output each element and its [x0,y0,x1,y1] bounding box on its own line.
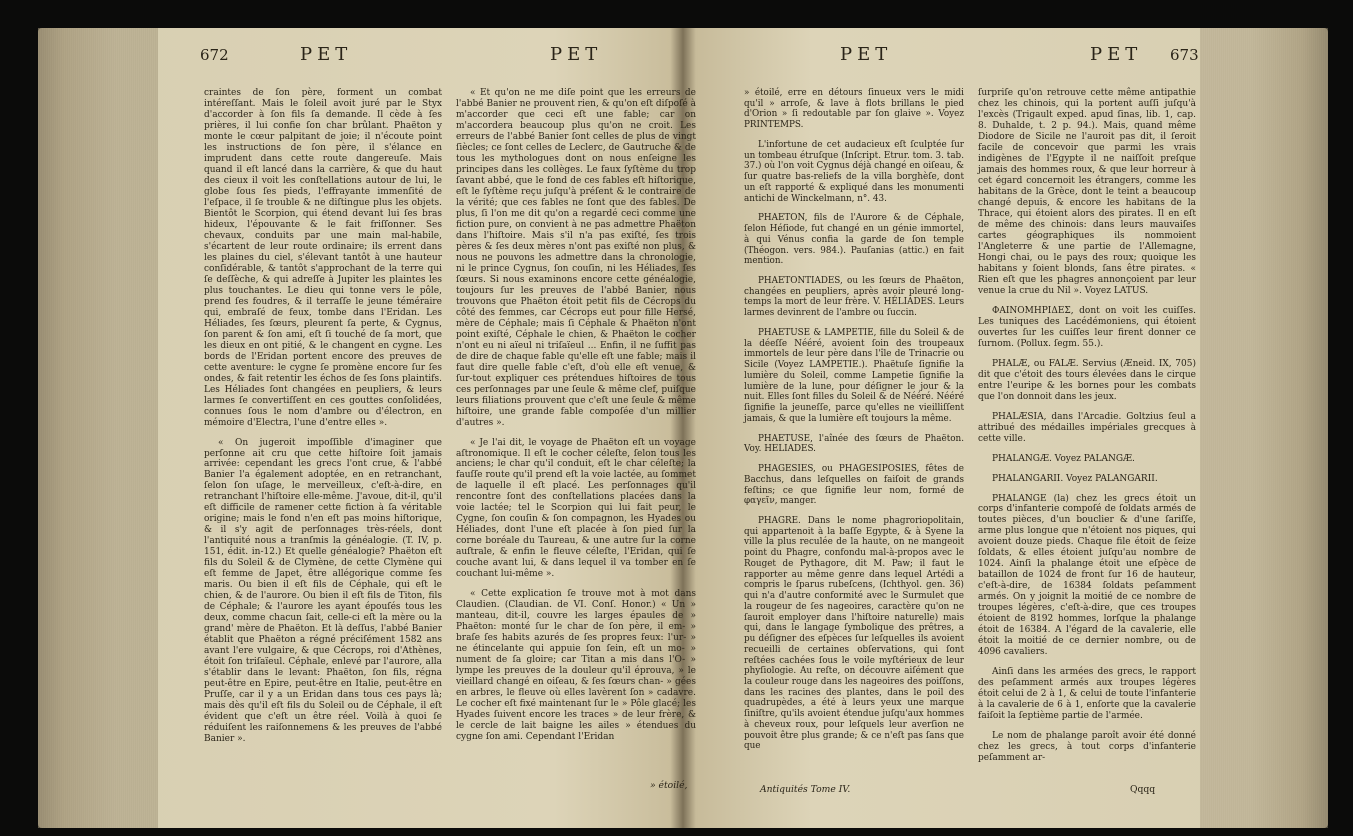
paragraph: PHALANGARII. Voyez PALANGARII. [992,473,1158,484]
left-column-a [204,88,442,754]
paragraph: « Je l'ai dit, le voyage de Phaëton eſt un voyage aſtronomique. Il eſt le cocher céleſte, ſelon tous les anciens; le char qu'il conduit, eſt le char céleſte; la fauſſe route qu'il prend eſt la voie lactée, au ſommet de laquelle il eſt placé. Les perſonnages qu'il rencontre ſont des conſtellations placées dans la voie lactée; tel le Scorpion qui lui fait peur, le Cygne, ſon couſin & ſon compagnon, les Hyades ou Héliades, dont l'une eſt placée à ſon pied ſur la corne boréale du Taureau, & une autre ſur la corne auſtrale, & enfin le fleuve céleſte, l'Eridan, qui ſe couche avant lui, & dans lequel il va tomber en ſe couchant lui-même ». [456,437,696,580]
paragraph: craintes de ſon père, forment un combat intéreſſant. Mais le ſoleil avoit juré par le Styx d'accorder à ſon fils ſa demande. Il cède à ſes prières, il lui confie ſon char brûlant. Phaëton y monte le cœur palpitant de joie; il n'écoute point les instructions de ſon père, il s'élance en imprudent dans cette route dangereuſe. Mais quand il eſt lancé dans la carrière, & que du haut des cieux il voit les conſtellations autour de lui, le globe ſous ſes pieds, l'effrayante immenſité de l'eſpace, il ſe trouble & ne diſtingue plus les objets. Bientôt le Scorpion, qui étend devant lui ſes bras hideux, l'épouvante & le fait friſſonner. Ses chevaux, conduits par une main mal-habile, s'écartent de leur route ordinaire; ils errent dans les plaines du ciel, s'élevant tantôt à une hauteur conſidérable, & tantôt s'approchant de la terre qui ſe deſſèche, & qui adreſſe à Jupiter les plaintes les plus touchantes. Le dieu qui tonne vers le pôle, prend ſes foudres, & il terraſſe le jeune téméraire qui, embraſé de feux, tombe dans l'Eridan. Les Héliades, ſes ſœurs, pleurent ſa perte, & Cygnus, ſon parent & ſon ami, eſt ſi touché de ſa mort, que les dieux en ont pitié, & le changent en cygne. Les bords de l'Eridan portent encore des preuves de cette aventure: le cygne ſe promène encore ſur ſes ondes, & fait retentir les échos de ſes ſons plaintifs. Les Héliades ſont changées en peupliers, & leurs larmes ſe convertiſſent en ces gouttes conſolidées, connues ſous le nom d'ambre ou d'électron, en mémoire d'Electra, l'une d'entre elles ». [204,88,442,428]
paragraph: « On jugeroit impoſſible d'imaginer que perſonne ait cru que cette hiſtoire ſoit jamais arrivée: cependant les grecs l'ont crue, & l'abbé Banier l'a également adoptée, en en retranchant, ſelon ſon uſage, le merveilleux, c'eſt-à-dire, en retranchant l'hiſtoire elle-même. J'avoue, dit-il, qu'il eſt difficile de ramener cette fiction à ſa véritable origine; mais le fond n'en eſt pas moins hiſtorique, & il s'y agit de perſonnages très-réels, dont l'antiquité nous a tranſmis la généalogie. (T. IV, p. 151, édit. in-12.) Et quelle généalogie? Phaëton eſt fils du Soleil & de Clymène, de cette Clymène qui eſt femme de Japet, être allégorique comme ſes maris. Ou bien il eſt fils de Céphale, qui eſt le chien, & de l'aurore. Ou bien il eſt fils de Titon, fils de Céphale; & l'aurore les ayant épouſés tous les deux, comme chacun ſait, celle-ci eſt la mère ou la grand' mère de Phaëton. Et là deſſus, l'abbé Banier établit que Phaëton a régné préciſément 1582 ans avant l'ere vulgaire, & que Cécrops, roi d'Athènes, étoit ſon triſaïeul. Céphale, enlevé par l'aurore, alla s'établir dans le levant: Phaëton, ſon fils, régna peut-être en Epire, peut-être en Italie, peut-être en Pruſſe, car il y a un Eridan dans tous ces pays là; mais dès qu'il eſt fils du Soleil ou de Céphale, il eſt évident que c'eſt un être réel. Voilà à quoi ſe réduiſent les raiſonnemens & les preuves de l'abbé Banier ». [204,437,442,745]
paragraph: PHALÆSIA, dans l'Arcadie. Goltzius ſeul a attribué des médailles impériales grecques à cette ville. [978,411,1196,444]
paragraph: ſurpriſe qu'on retrouve cette même antipathie chez les chinois, qui la portent auſſi juſqu'à l'excès (Trigault exped. apud ſinas, lib. 1, cap. 8. Duhalde, t. 2 p. 94.). Mais, quand même Diodore de Sicile ne l'auroit pas dit, il ſeroit facile de concevoir que parmi les vrais indigènes de l'Egypte il ne naiſſoit preſque jamais des hommes roux, & que leur horreur à cet égard concernoit les étrangers, comme les habitans de la Grèce, dont le teint a beaucoup changé depuis, & encore les habitans de la Thrace, qui étoient alors des pirates. Il en eſt de même des chinois: dans leurs mauvaiſes cartes géographiques ils nommoient l'Angleterre & une partie de l'Allemagne, Hongi chai, ou le pays des roux; quoique les habitans y ſoient blonds, ſans être pirates. « Rien eſt que les phagres annonçoient par leur venue la crue du Nil ». Voyez LATUS. [978,88,1196,296]
left-running-head [160,40,700,70]
paragraph: « Et qu'on ne me diſe point que les erreurs de l'abbé Banier ne prouvent rien, & qu'on eſt diſpoſé à m'accorder que ceci eſt une fable; car on m'accordera beaucoup plus qu'on ne croit. Les erreurs de l'abbé Banier ſont celles de plus de vingt ſiècles; ce ſont celles de Leclerc, de Gautruche & de tous les mythologues dont on nous enſeigne les principes dans les collèges. Le faux ſyſtème du trop ſavant abbé, que le fond de ces fables eſt hiſtorique, eſt le ſyſtème reçu juſqu'à préſent & le contraire de la vérité; que ces fables ne ſont que des fables. De plus, ſi l'on me dit qu'on a regardé ceci comme une fiction pure, on convient à ne pas admettre Phaëton dans l'hiſtoire. Mais s'il n'a pas exiſté, ſes trois pères & ſes deux mères n'ont pas exiſté non plus, & nous ne pouvons les admettre dans la chronologie, ni le prince Cygnus, ſon couſin, ni les Héliades, ſes ſœurs. Si nous examinons encore cette généalogie, toujours ſur les preuves de l'abbé Banier, nous trouvons que Phaëton étoit petit fils de Cécrops du côté des femmes, car Cécrops eut pour fille Hersé, mère de Céphale; mais ſi Céphale & Phaëton n'ont point exiſté, Céphale le chien, & Phaëton le cocher n'ont eu ni aïeul ni triſaïeul ... Enfin, il ne ſuffit pas de dire de chaque fable qu'elle eſt une fable; mais il faut dire quelle fable c'eſt, d'où elle eſt venue, & ſur-tout expliquer ces prétendues hiſtoires de tous ces perſonnages par une ſeule & même clef, puiſque leurs filiations prouvent que c'eſt une ſeule & même hiſtoire, une grande fable compoſée d'un millier d'autres ». [456,88,696,428]
header-word: PET [550,44,603,65]
paragraph: PHAGESIES, ou PHAGESIPOSIES, fêtes de Bacchus, dans leſquelles on faiſoit de grands feſtins; ce que ſignifie leur nom, formé de φαγεῖν, manger. [744,464,964,507]
paragraph: L'infortune de cet audacieux eſt ſculptée ſur un tombeau étruſque (Inſcript. Etrur. tom. 3. tab. 37.) où l'on voit Cygnus déjà changé en oiſeau, & ſur quatre bas-reliefs de la villa borghèſe, dont un eſt rapporté & expliqué dans les monumenti antichi de Winckelmann, n°. 43. [744,139,964,204]
paragraph: » étoilé, erre en détours ſinueux vers le midi qu'il » arroſe, & lave à flots brillans le pied d'Orion » ſi redoutable par ſon glaive ». Voyez PRINTEMPS. [744,88,964,131]
paragraph: « Cette explication ſe trouve mot à mot dans Claudien. (Claudian. de VI. Conſ. Honor.) « Un » manteau, dit-il, couvre les larges épaules de » Phaëton: monté ſur le char de ſon père, il em- » braſe ſes habits azurés de ſes propres feux: l'ur- » ne étincelante qui appuie ſon ſein, eſt un mo- » nument de ſa gloire; car Titan a mis dans l'O- » lympe les preuves de la douleur qu'il éprouva, » le vieillard changé en oiſeau, & ſes ſœurs chan- » gées en arbres, le fleuve où elles lavèrent ſon » cadavre. Le cocher eſt fixé maintenant ſur le » Pôle glacé; les Hyades ſuivent encore les traces » de leur frère, & le cercle de lait baigne les ailes » étendues du cygne ſon ami. Cependant l'Eridan [456,589,696,743]
right-column-a [744,88,964,761]
page-number: 672 [200,46,229,64]
right-page-edges [1200,28,1328,828]
header-word: PET [1090,44,1143,65]
paragraph: Ainſi dans les armées des grecs, le rapport des peſamment armés aux troupes légères étoit celui de 2 à 1, & celui de toute l'infanterie à la cavalerie de 6 à 1, enſorte que la cavalerie faiſoit la ſeptième partie de l'armée. [978,667,1196,722]
paragraph: ΦΑΙΝΟΜΗΡΙΔΕΣ, dont on voit les cuiſſes. Les tuniques des Lacédémoniens, qui étoient ouvertes ſur les cuiſſes leur firent donner ce ſurnom. (Pollux. ſegm. 55.). [978,305,1196,349]
signature-mark: Antiquités Tome IV. [760,784,851,795]
header-word: PET [300,44,353,65]
paragraph: PHAETONTIADES, ou les ſœurs de Phaëton, changées en peupliers, après avoir pleuré long-temps la mort de leur frère. V. HÉLIADES. Leurs larmes devinrent de l'ambre ou ſuccin. [744,276,964,319]
left-column-b [456,88,696,752]
paragraph: PHAETUSE & LAMPETIE, fille du Soleil & de la déeſſe Nééré, avoient ſoin des troupeaux immortels de leur père dans l'île de Trinacrie ou Sicile (Voyez LAMPETIE.). Phaëtuſe ſignifie la lumière du Soleil, comme Lampetie ſignifie la lumière de la lune, pour déſigner le jour & la nuit. Elles ſont filles du Soleil & de Nééré. Nééré ſignifie la jeuneſſe, parce qu'elles ne vieilliſſent jamais, & que la lumière eſt toujours la même. [744,327,964,424]
paragraph: PHALANGE (la) chez les grecs étoit un corps d'infanterie compoſé de ſoldats armés de toutes pièces, d'un bouclier & d'une ſariſſe, arme plus longue que n'étoient nos piques, qui avoient douze pieds. Chaque file étoit de ſeize ſoldats, & elles étoient juſqu'au nombre de 1024. Ainſi la phalange étoit une eſpèce de bataillon de 1024 de front ſur 16 de hauteur, c'eſt-à-dire, de 16384 ſoldats peſamment armés. On y joignit la moitié de ce nombre de troupes légères, c'eſt-à-dire, que ces troupes étoient de 8192 hommes, lorſque la phalange étoit de 16384. A l'égard de la cavalerie, elle étoit la moitié de ce dernier nombre, ou de 4096 cavaliers. [978,493,1196,658]
signature-mark: Qqqq [1130,784,1156,795]
paragraph: PHAGRE. Dans le nome phagroriopolitain, qui appartenoit à la baſſe Egypte, & à Syene la ville la plus reculée de la haute, on ne mangeoit point du Phagre, confondu mal-à-propos avec le Rouget de Pythagore, dit M. Paw; il faut le rapporter au même genre dans lequel Artédi a compris le ſparus rubeſcens, (Ichthyol. gen. 36) qui n'a d'autre conformité avec le Surmulet que la rougeur de ſes nageoires, caractère qu'on ne ſauroit employer dans l'hiſtoire naturelle) mais qui, dans le langage ſymbolique des prêtres, a pu déſigner des eſpèces ſur leſquelles ils avoient recueilli de certaines obſervations, qui ſont reſtées cachées ſous le voile myſtérieux de leur phyſiologie. Au reſte, on découvre aiſément que la couleur rouge dans les nageoires des poiſſons, dans les racines des plantes, dans le poil des quadrupèdes, a été à leurs yeux une marque ſiniſtre, qu'ils avoient étendue juſqu'aux hommes à cheveux roux, pour leſquels leur averſion ne pouvoit être plus grande; & ce n'eſt pas ſans que que [744,515,964,752]
paragraph: PHALÆ, ou FALÆ. Servius (Æneid. IX, 705) dit que c'étoit des tours élevées dans le cirque entre l'euripe & les bornes pour les combats que l'on donnoit dans les jeux. [978,358,1196,402]
left-page [160,40,700,820]
header-word: PET [840,44,893,65]
right-column-b [978,88,1196,773]
right-running-head [730,40,1200,70]
right-page [730,40,1200,820]
paragraph: PHAETON, fils de l'Aurore & de Céphale, ſelon Héſiode, fut changé en un génie immortel, à qui Vénus confia la garde de ſon temple (Théogon. vers. 984.). Pauſanias (attic.) en fait mention. [744,213,964,267]
page-number: 673 [1170,46,1199,64]
paragraph: PHALANGÆ. Voyez PALANGÆ. [992,453,1135,464]
catchword: » étoilé, [650,780,688,791]
paragraph: Le nom de phalange paroît avoir été donné chez les grecs, à tout corps d'infanterie peſamment ar- [978,731,1196,764]
paragraph: PHAETUSE, l'aînée des ſœurs de Phaëton. Voy. HELIADES. [744,433,964,455]
left-page-edges [38,28,158,828]
